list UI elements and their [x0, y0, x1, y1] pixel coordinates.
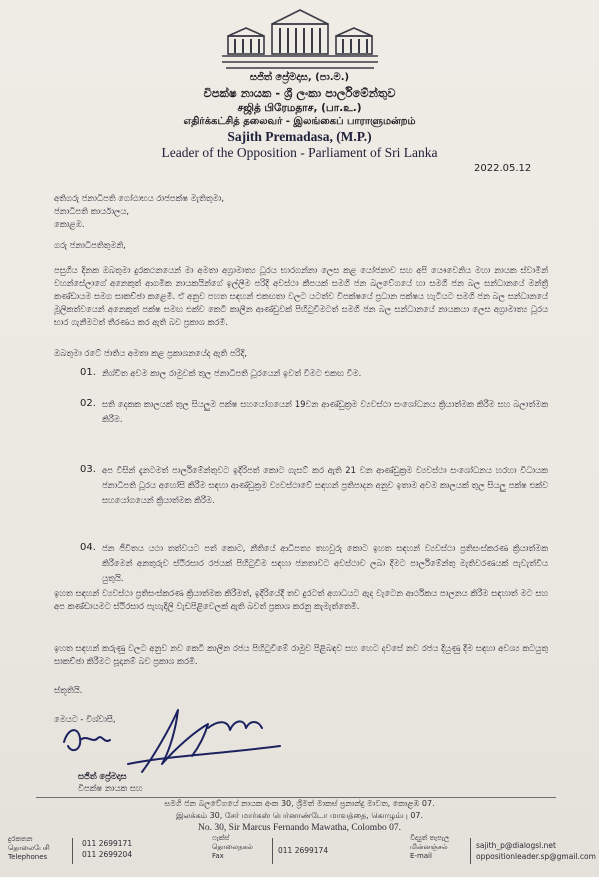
signatory-title: විපක්ෂ නායක සහ [78, 783, 143, 793]
fax-label-ta: தொலைநகல் [212, 843, 253, 851]
recipient-address [54, 192, 224, 231]
list-item-text: නිශ්චිත අවම කාල රාමුවක් තුල ජනාධිපති ධූරයෙන් ඉවත් වීමට එකඟ වීම. [102, 368, 362, 378]
fax-label-en: Fax [212, 852, 224, 860]
list-item-number: 03. [80, 464, 96, 475]
telephone-label-en: Telephones [8, 853, 48, 861]
telephone-1: 011 2699171 [82, 839, 133, 848]
list-item-number: 01. [80, 367, 96, 378]
letterhead-tamil-name: சஜித் பிரேமதாச, (பா.உ.) [237, 102, 362, 114]
telephone-label [8, 835, 50, 862]
body-paragraph-2: ඉහත සඳහන් ව්‍යවස්ථා ප්‍රතිසංස්කරණ ක්‍රියාත්මක කිරීමත්, ඉදිරියේදී තව දුරටත් අගාධයට ඇද වැටෙන ආර්ථිකය පාලනය කිරීම සඳහාත් මට සහ අප කණ්ඩායමට ස්ථිරසාර පැහැදිලි වැඩපිළිවෙලක් ඇති බවත් ප්‍රකාශ කරනු කැමැත්තෙමි. [54, 588, 548, 611]
footer-address-english: No. 30, Sir Marcus Fernando Mawatha, Colombo 07. [198, 823, 401, 833]
closing-thanks: ස්තූතියි. [54, 685, 83, 695]
email-brace [470, 838, 475, 864]
list-item-number: 04. [80, 542, 96, 553]
yours-faithfully: මෙයට - විශ්වාසී, [54, 714, 116, 724]
email-2[interactable]: oppositionleader.sp@gmail.com [476, 852, 596, 861]
letterhead-sinhala-name: සජිත් ප්‍රේමදාස, (පා.ම.) [249, 72, 350, 83]
email-1[interactable]: sajith_p@dialogsl.net [476, 841, 556, 850]
letterhead-sinhala-title: විපක්ෂ නායක - ශ්‍රී ලංකා පාර්ලිමේන්තුව [203, 86, 396, 100]
email-label-si: විද්‍යුත් තැපැල [410, 834, 450, 842]
telephone-brace [72, 838, 77, 864]
body-paragraph-1: පසුගිය දිනක ඔබතුමා දුරකථනයෙන් මා අමතා අග්‍රාමාත්‍ය ධූරය භාරගන්නා ලෙස කළ යෝජනාව සහ අපි යෞවෙනිය මහා නායක ස්වාමීන් වහන්සේලාගේ අනෙකුත් ආගමික නායකයින්ගේ ඉල්ලීම පරිදි අවස්ථා කීපයක් සමගි ජන බලවේගයේ හා සමගි ජන බල සන්ධානයේ මන්ත්‍රී කණ්ඩායම සමග සාකච්ඡා කළෙමි. ඒ අනුව පහත සඳහන් එකඟතා වලට යටත්ව විපක්ෂයේ ප්‍රධාන පක්ෂය හැටියට සමගි ජන බල සන්ධානයේ මූලිකත්වයෙන් අනෙකුත් පක්ෂ සමඟ එක්ව කෙටි කාලීන ආණ්ඩුවක් පිහිටුවීමටත් සමගි ජන බල සන්ධානයේ නායකයා ලෙස අග්‍රාමාත්‍ය ධූරය භාර ගැනීමටත් තීරණය කර ඇති බව ප්‍රකාශ කරමි. [54, 265, 548, 327]
email-label-en: E-mail [410, 852, 432, 860]
fax-number: 011 2699174 [278, 846, 329, 855]
email-label-ta: மின்னஞ்சல் [410, 843, 448, 851]
letterhead-english-title: Leader of the Opposition - Parliament of Sri Lanka [161, 145, 438, 160]
footer-address-tamil: இலக்கம் 30, சேர் மார்கஸ் பெர்னாண்டோ மாவத்தை, கொழும்பு 07. [175, 811, 424, 820]
fax-brace [272, 838, 277, 864]
email-addresses [476, 840, 596, 862]
recipient-line-1: අතිගරු ජනාධිපති ගෝඨාභය රාජපක්ෂ මැතිතුමා, [54, 193, 225, 203]
list-intro: ඔබතුමා රටේ ජාතිය අමතා කළ ප්‍රකාශනයේද ඇති පරිදි, [54, 348, 248, 358]
telephone-numbers [82, 838, 132, 860]
letter-date: 2022.05.12 [474, 163, 532, 174]
footer-divider [36, 797, 556, 798]
recipient-line-3: කොළඹ. [54, 219, 85, 229]
fax-label [212, 834, 253, 861]
telephone-2: 011 2699204 [82, 850, 133, 859]
list-item-text: අප විසින් දැනටමත් පාර්ලිමේන්තුවට ඉදිරිපත් කොට ගැසට් කර ඇති 21 වන ආණ්ඩුක්‍රම ව්‍යවස්ථා සංශෝධනය හරහා විධායක ජනාධිපති ධූරය අහෝසි කිරීම සඳහා ආණ්ඩුක්‍රම ව්‍යවස්ථාවේ සඳහන් ප්‍රතිපාදන අනුව ඉතාම අවම කාලයක් තුල සියලු පක්ෂ එක්ව සහයෝගයෙන් ක්‍රියාත්මක කිරීම. [102, 465, 548, 505]
signatory-name: සජිත් ප්‍රේමදාස [78, 771, 127, 781]
list-item-number: 02. [80, 398, 96, 409]
body-paragraph-3: ඉහත සඳහන් කරුණු වලට අනුව නව කෙටි කාලීන රජය පිහිටුවීමේ රාමුව පිළිබඳව සහ හෙට දවසේ නව රජය දියුණු දීම සඳහා අවශ්‍ය කටයුතු සාකච්ඡා කිරීමට සූදානම් බව ප්‍රකාශ කරමි. [54, 643, 548, 666]
list-item-text: ජන ජීවිතය යථා තත්වයට පත් කොට, නීතියේ ආධිපත්‍ය තහවුරු කොට ඉහත සඳහන් ව්‍යවස්ථා ප්‍රතිසංස්කරණ ක්‍රියාත්මක කිරීමෙන් අනතුරුව ස්ථිරසාර රජයක් පිහිටුවීම සඳහා ජනතාවට අවස්ථාව ලබා දීමට පාර්ලිමේන්තු මැතිවරණයක් පැවැත්විය යුතුයි. [102, 543, 548, 583]
salutation: ගරු ජනාධිපතිතුමනි, [54, 240, 126, 250]
list-item-text: සති දෙකක කාලයක් තුල සියලුම පක්ෂ සහයෝගයෙන් 19වන ආණ්ඩුක්‍රම ව්‍යවස්ථා සංශෝධනය ක්‍රියාත්මක කිරීම සහ බලාත්මක කිරීම. [102, 399, 548, 424]
fax-label-si: ෆැක්ස් [212, 834, 230, 842]
recipient-line-2: ජනාධිපති කාර්යාලය, [54, 206, 130, 216]
letterhead-tamil-title: எதிர்க்கட்சித் தலைவர் - இலங்கைப் பாராளுமன்றம் [183, 116, 416, 127]
email-label [410, 834, 449, 861]
footer-address-sinhala: සමගි ජන බලවේගයේ නායක අංක 30, ශ්‍රීමත් මාකස් ප්‍රනාන්දු මාවත, කොළඹ 07. [164, 799, 435, 808]
letterhead-english-name: Sajith Premadasa, (M.P.) [227, 129, 372, 144]
telephone-label-ta: தொலைபேசி [8, 844, 50, 852]
telephone-label-si: දුරකතන [8, 835, 33, 843]
parliament-building-logo [222, 6, 378, 72]
